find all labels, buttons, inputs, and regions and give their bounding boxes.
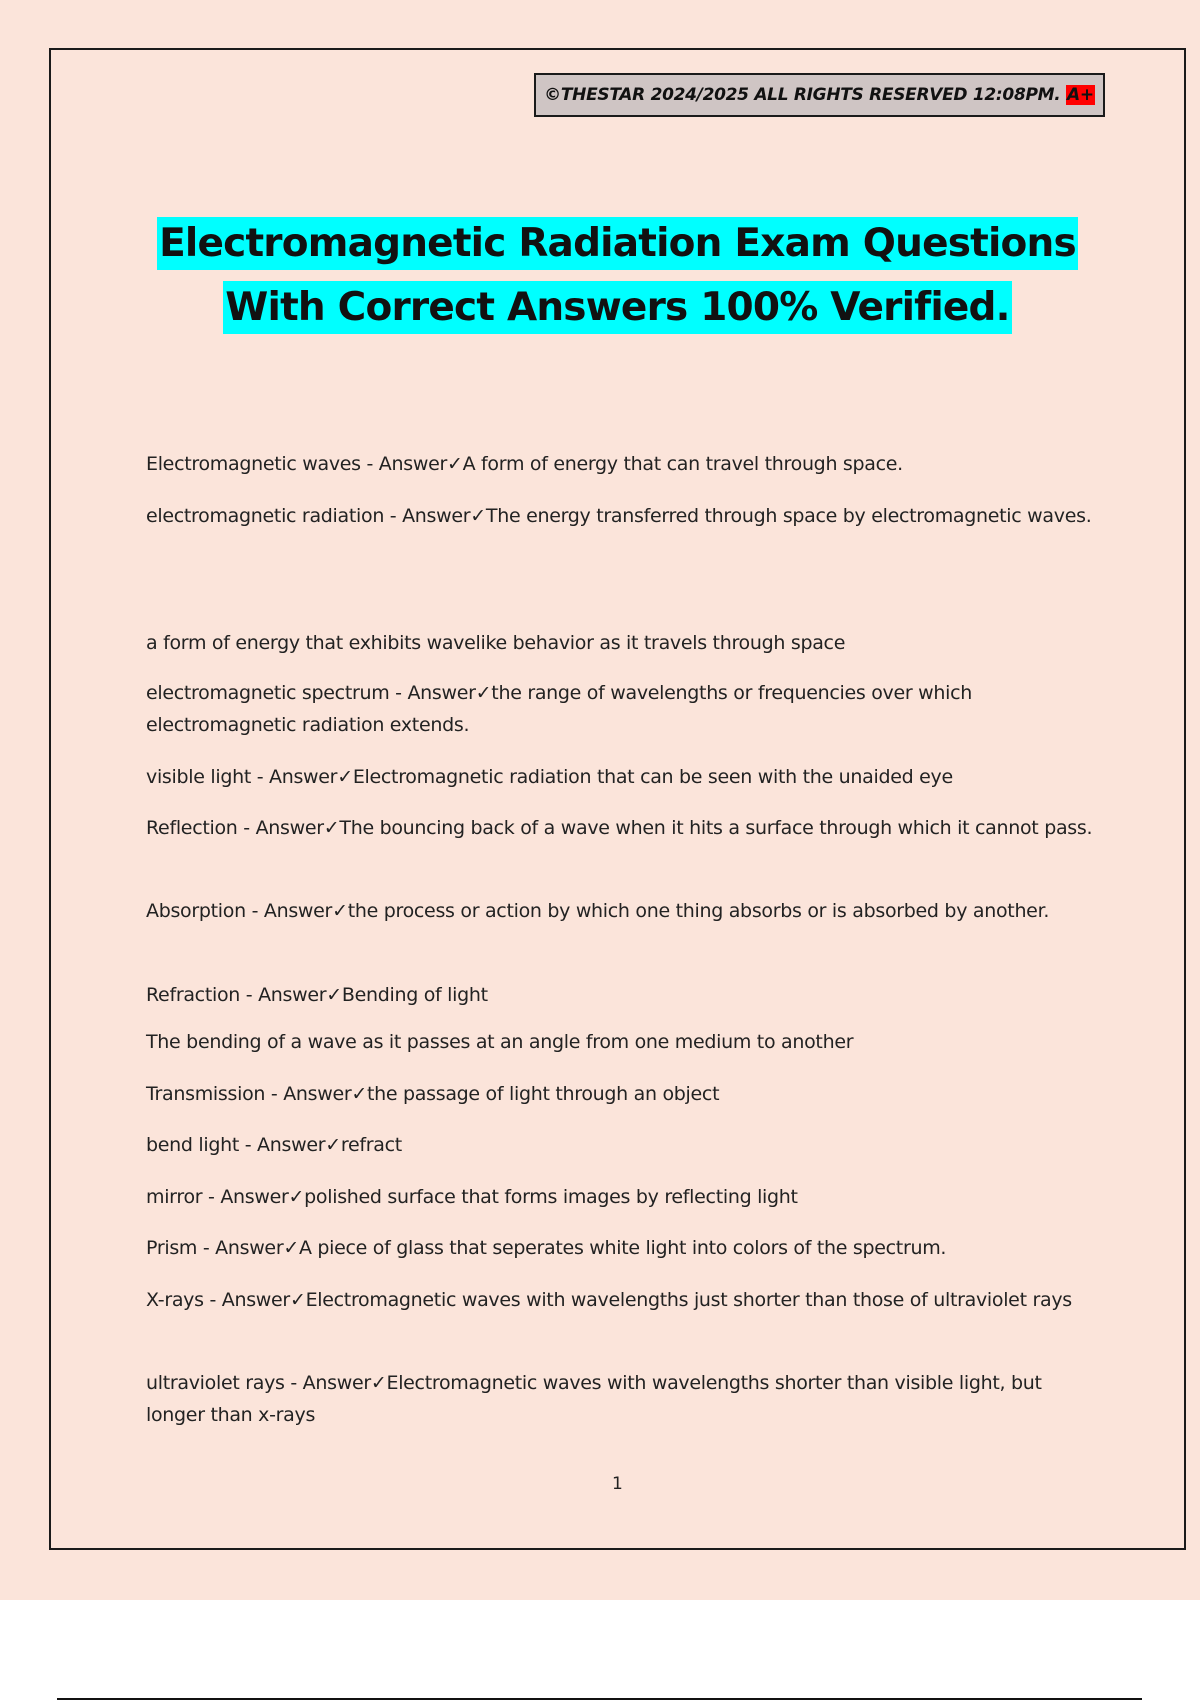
qa-entry <box>146 500 1096 532</box>
qa-entry <box>146 979 1096 1011</box>
checkmark-icon: ✓ <box>326 984 342 1006</box>
entry-term: Electromagnetic waves - <box>146 453 379 475</box>
entry-answer: the passage of light through an object <box>367 1083 720 1105</box>
checkmark-icon: ✓ <box>289 1289 306 1311</box>
answer-label: Answer <box>221 1289 290 1311</box>
answer-label: Answer <box>378 453 447 475</box>
checkmark-icon: ✓ <box>475 682 492 704</box>
entry-term: mirror - <box>146 1186 221 1208</box>
entry-answer: the range of wavelengths or frequencies over which electromagnetic radiation extends. <box>146 682 972 736</box>
checkmark-icon: ✓ <box>337 766 353 788</box>
copyright-text: ©THESTAR 2024/2025 ALL RIGHTS RESERVED 12:08PM. <box>544 85 1061 105</box>
checkmark-icon: ✓ <box>325 1134 341 1156</box>
entry-answer: the process or action by which one thing absorbs or is absorbed by another. <box>347 900 1050 922</box>
qa-entry <box>146 761 1096 793</box>
entry-answer: Electromagnetic waves with wavelengths just shorter than those of ultraviolet rays <box>305 1289 1072 1311</box>
entry-term: Transmission - <box>146 1083 284 1105</box>
answer-label: Answer <box>255 817 324 839</box>
entry-term: electromagnetic spectrum - <box>146 682 408 704</box>
answer-label: Answer <box>302 1372 371 1394</box>
definition-line: a form of energy that exhibits wavelike behavior as it travels through space <box>146 632 846 654</box>
checkmark-icon: ✓ <box>283 1237 299 1259</box>
checkmark-icon: ✓ <box>351 1083 367 1105</box>
answer-label: Answer <box>263 900 333 922</box>
checkmark-icon: ✓ <box>370 1372 387 1394</box>
qa-entry <box>146 448 1096 480</box>
document-title <box>0 212 1200 340</box>
answer-label: Answer <box>269 766 338 788</box>
entry-answer: The energy transferred through space by electromagnetic waves. <box>485 505 1092 527</box>
entry-term: Refraction - <box>146 984 259 1006</box>
grade-badge: A+ <box>1067 85 1094 105</box>
qa-entry <box>146 895 1096 927</box>
answer-label: Answer <box>407 682 476 704</box>
entry-answer: A form of energy that can travel through space. <box>462 453 903 475</box>
entry-answer: refract <box>340 1134 402 1156</box>
checkmark-icon: ✓ <box>470 505 486 527</box>
answer-label: Answer <box>402 505 471 527</box>
checkmark-icon: ✓ <box>446 453 463 475</box>
entry-term: Reflection - <box>146 817 256 839</box>
entry-answer: Electromagnetic radiation that can be seen with the unaided eye <box>352 766 953 788</box>
entry-term: visible light - <box>146 766 270 788</box>
answer-label: Answer <box>220 1186 289 1208</box>
page-number: 1 <box>612 1474 623 1494</box>
entry-answer: A piece of glass that seperates white light into colors of the spectrum. <box>298 1237 947 1259</box>
definition-line: The bending of a wave as it passes at an angle from one medium to another <box>146 1031 854 1053</box>
title-line-2: With Correct Answers 100% Verified. <box>223 281 1011 334</box>
entry-answer: Bending of light <box>341 984 488 1006</box>
entry-term: Prism - <box>146 1237 216 1259</box>
answer-label: Answer <box>257 1134 326 1156</box>
entry-answer: Electromagnetic waves with wavelengths shorter than visible light, but longer than x-rays <box>146 1372 1042 1426</box>
entry-term: bend light - <box>146 1134 258 1156</box>
qa-entry <box>146 1078 1096 1110</box>
checkmark-icon: ✓ <box>332 900 348 922</box>
title-line-1: Electromagnetic Radiation Exam Questions <box>157 217 1078 270</box>
checkmark-icon: ✓ <box>323 817 340 839</box>
copyright-header <box>534 73 1105 117</box>
qa-entry <box>146 1181 1096 1213</box>
entry-term: X-rays - <box>146 1289 222 1311</box>
qa-entry <box>146 1367 1096 1431</box>
answer-label: Answer <box>215 1237 284 1259</box>
entry-term: Absorption - <box>146 900 264 922</box>
qa-entry <box>146 1129 1096 1161</box>
checkmark-icon: ✓ <box>288 1186 305 1208</box>
entry-answer: polished surface that forms images by reflecting light <box>304 1186 798 1208</box>
answer-label: Answer <box>283 1083 352 1105</box>
qa-entry <box>146 677 1096 741</box>
qa-entry <box>146 1232 1096 1264</box>
qa-entry <box>146 812 1096 844</box>
qa-entry <box>146 1284 1096 1316</box>
entry-term: electromagnetic radiation - <box>146 505 403 527</box>
entry-term: ultraviolet rays - <box>146 1372 303 1394</box>
entry-answer: The bouncing back of a wave when it hits a surface through which it cannot pass. <box>339 817 1093 839</box>
answer-label: Answer <box>258 984 327 1006</box>
